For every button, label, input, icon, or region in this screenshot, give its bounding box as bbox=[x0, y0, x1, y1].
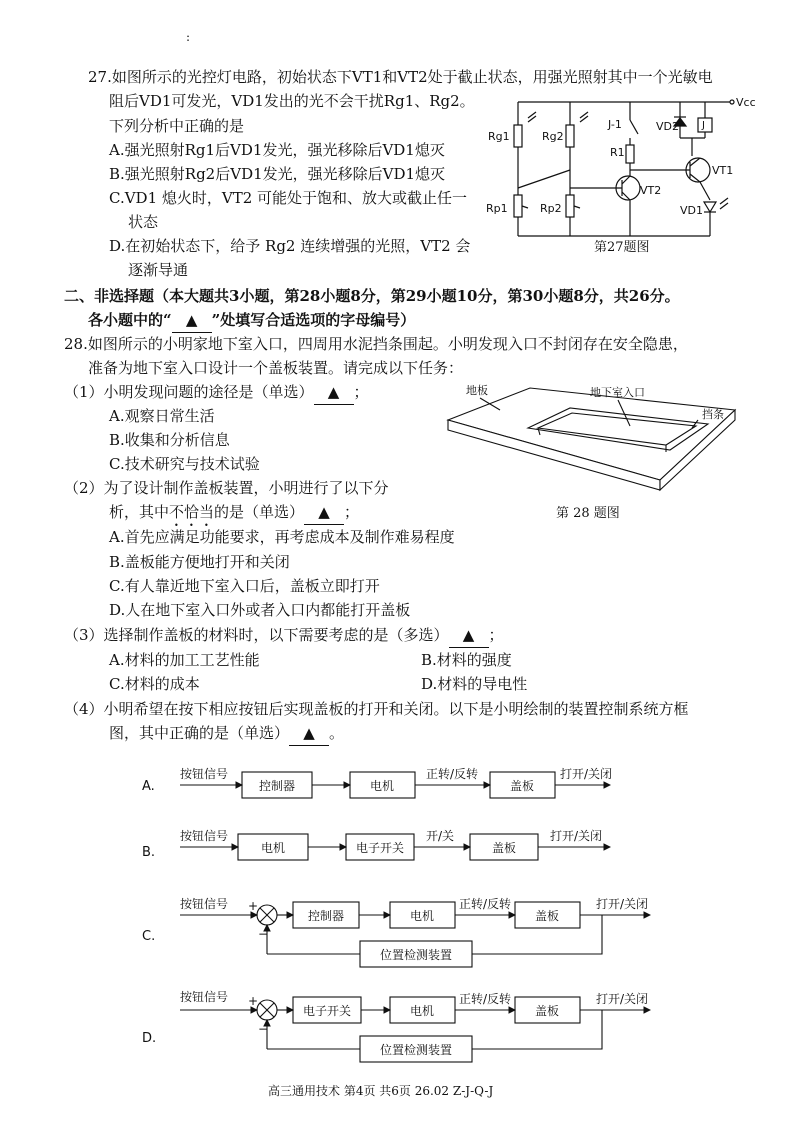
diagram-d-block2-label: 电机 bbox=[409, 1004, 435, 1018]
header-mark: : bbox=[186, 30, 191, 44]
diagram-a-signal: 正转/反转 bbox=[425, 767, 479, 781]
label-rp1: Rp1 bbox=[486, 202, 508, 215]
label-vd2: VD2 bbox=[656, 120, 679, 133]
label-entrance: 地下室入口 bbox=[590, 386, 645, 399]
diagram-c-letter: C. bbox=[142, 929, 156, 944]
q28-p1-stem: （1）小明发现问题的途径是（单选） ▲ ； bbox=[64, 381, 369, 405]
diagram-c-signal: 正转/反转 bbox=[458, 897, 512, 911]
q28-p2-stem-line2: 析，其中不恰当的是（单选） ▲ ； bbox=[109, 501, 359, 530]
q28-p2-option-d: D.人在地下室入口外或者入口内都能打开盖板 bbox=[109, 601, 411, 619]
label-rp2: Rp2 bbox=[540, 202, 562, 215]
q27-option-b: B.强光照射Rg2后VD1发光，强光移除后VD1熄灭 bbox=[109, 165, 446, 183]
label-rg1: Rg1 bbox=[488, 130, 510, 143]
diagram-d-plus: + bbox=[248, 994, 259, 1008]
label-strip: 挡条 bbox=[702, 408, 724, 421]
q28-p3-option-a: A.材料的加工工艺性能 bbox=[109, 651, 260, 669]
label-j1: J-1 bbox=[608, 118, 622, 131]
q27-line2: 阻后VD1可发光，VD1发出的光不会干扰Rg1、Rg2。 bbox=[109, 92, 475, 110]
diagram-d-signal: 正转/反转 bbox=[458, 992, 512, 1006]
q28-p3-option-b: B.材料的强度 bbox=[421, 651, 512, 669]
label-j: J bbox=[702, 120, 705, 131]
diagram-b-block2-label: 电子开关 bbox=[355, 841, 405, 855]
diagram-d-minus: − bbox=[258, 1022, 269, 1036]
q28-p2-option-c: C.有人靠近地下室入口后，盖板立即打开 bbox=[109, 577, 380, 595]
q28-p1-option-c: C.技术研究与技术试验 bbox=[109, 455, 260, 473]
q28-p1-option-b: B.收集和分析信息 bbox=[109, 431, 230, 449]
q28-p2-option-a: A.首先应满足功能要求，再考虑成本及制作难易程度 bbox=[109, 528, 455, 546]
diagram-b-input: 按钮信号 bbox=[180, 829, 229, 843]
diagram-d-block1-label: 电子开关 bbox=[302, 1004, 352, 1018]
diagram-b-block3-label: 盖板 bbox=[491, 841, 517, 855]
diagram-a-block2-label: 电机 bbox=[369, 779, 395, 793]
q27-option-c-line2: 状态 bbox=[128, 213, 159, 231]
diagram-c-plus: + bbox=[248, 899, 259, 913]
diagram-b-signal: 开/关 bbox=[425, 829, 455, 843]
diagram-d-block3-label: 盖板 bbox=[534, 1004, 560, 1018]
diagram-c-block2-label: 电机 bbox=[409, 909, 435, 923]
q28-figure-caption: 第 28 题图 bbox=[556, 506, 620, 521]
diagram-c-block3-label: 盖板 bbox=[534, 909, 560, 923]
label-vcc: Vcc bbox=[736, 96, 756, 109]
diagram-a-input: 按钮信号 bbox=[180, 767, 229, 781]
q28-p3-option-c: C.材料的成本 bbox=[109, 675, 200, 693]
diagram-b-letter: B. bbox=[142, 845, 156, 860]
q27-line3: 下列分析中正确的是 bbox=[109, 117, 245, 135]
diagram-d-letter: D. bbox=[142, 1031, 157, 1046]
q28-p4-stem-line1: （4）小明希望在按下相应按钮后实现盖板的打开和关闭。以下是小明绘制的装置控制系统方框 bbox=[64, 700, 689, 718]
q28-block-diagrams bbox=[142, 760, 710, 1070]
diagram-d-output: 打开/关闭 bbox=[596, 992, 649, 1006]
label-rg2: Rg2 bbox=[542, 130, 564, 143]
diagram-c-input: 按钮信号 bbox=[180, 897, 229, 911]
label-floor: 地板 bbox=[466, 384, 488, 397]
diagram-d-input: 按钮信号 bbox=[180, 990, 229, 1004]
q28-p2-stem-line1: （2）为了设计制作盖板装置，小明进行了以下分 bbox=[64, 479, 389, 497]
q27-line1: 27.如图所示的光控灯电路，初始状态下VT1和VT2处于截止状态，用强光照射其中一个光敏电 bbox=[88, 68, 713, 86]
diagram-a-letter: A. bbox=[142, 779, 155, 794]
q27-option-a: A.强光照射Rg1后VD1发光，强光移除后VD1熄灭 bbox=[109, 141, 445, 159]
section2-line2: 各小题中的“ ▲ ”处填写合适选项的字母编号） bbox=[88, 309, 415, 333]
label-r1: R1 bbox=[610, 146, 625, 159]
diagram-c-block1-label: 控制器 bbox=[307, 909, 345, 923]
diagram-a-block1-label: 控制器 bbox=[258, 779, 296, 793]
q28-p3-option-d: D.材料的导电性 bbox=[421, 675, 528, 693]
q27-option-d-line2: 逐渐导通 bbox=[128, 261, 189, 279]
q28-p4-stem-line2: 图，其中正确的是（单选） ▲ 。 bbox=[109, 722, 344, 746]
label-vt1: VT1 bbox=[712, 164, 734, 177]
q28-intro-line1: 28.如图所示的小明家地下室入口，四周用水泥挡条围起。小明发现入口不封闭存在安全隐患， bbox=[64, 335, 688, 353]
diagram-c-output: 打开/关闭 bbox=[596, 897, 649, 911]
diagram-d-feedback-label: 位置检测装置 bbox=[379, 1043, 453, 1057]
section2-line1: 二、非选择题（本大题共3小题，第28小题8分，第29小题10分，第30小题8分，共26分。 bbox=[64, 287, 680, 305]
q28-p3-stem: （3）选择制作盖板的材料时，以下需要考虑的是（多选） ▲ ； bbox=[64, 624, 504, 648]
diagram-a-block3-label: 盖板 bbox=[509, 779, 535, 793]
q28-p2-option-b: B.盖板能方便地打开和关闭 bbox=[109, 553, 290, 571]
label-vd1: VD1 bbox=[680, 204, 703, 217]
q28-entrance-figure bbox=[440, 380, 740, 500]
q28-p1-option-a: A.观察日常生活 bbox=[109, 407, 215, 425]
diagram-c-feedback-label: 位置检测装置 bbox=[379, 948, 453, 962]
q27-option-c-line1: C.VD1 熄火时，VT2 可能处于饱和、放大或截止任一 bbox=[109, 189, 468, 207]
q28-intro-line2: 准备为地下室入口设计一个盖板装置。请完成以下任务： bbox=[88, 359, 464, 377]
diagram-c-minus: − bbox=[258, 927, 269, 941]
diagram-b-block1-label: 电机 bbox=[260, 841, 286, 855]
q27-circuit-diagram bbox=[480, 90, 756, 250]
q27-figure-caption: 第27题图 bbox=[594, 240, 650, 255]
diagram-a-output: 打开/关闭 bbox=[560, 767, 613, 781]
q27-option-d-line1: D.在初始状态下，给予 Rg2 连续增强的光照，VT2 会 bbox=[109, 237, 471, 255]
label-vt2: VT2 bbox=[640, 184, 662, 197]
page-footer: 高三通用技术 第4页 共6页 26.02 Z-J-Q-J bbox=[268, 1084, 494, 1098]
diagram-b-output: 打开/关闭 bbox=[550, 829, 603, 843]
